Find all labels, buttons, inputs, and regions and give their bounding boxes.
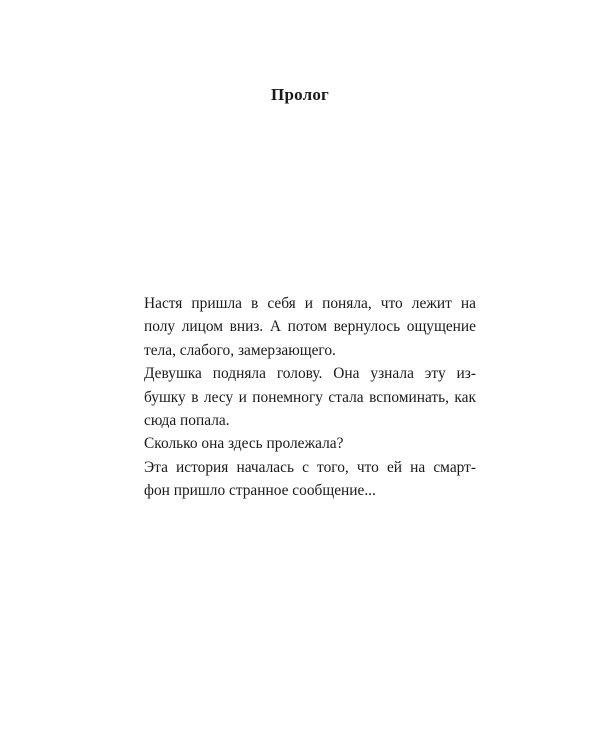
paragraph-4 xyxy=(124,456,476,503)
text-line: бушку в лесу и понемногу стала вспоминать, как xyxy=(144,388,476,406)
text-line: Настя пришла в себя и поняла, что лежит на xyxy=(144,295,476,312)
paragraph-2 xyxy=(124,362,476,432)
text-line: Сколько она здесь пролежала? xyxy=(144,435,344,453)
text-line: тела, слабого, замерзающего. xyxy=(144,341,336,359)
text-line: Девушка подняла голову. Она узнала эту из- xyxy=(144,365,476,383)
text-line: сюда попала. xyxy=(144,412,230,430)
paragraph-3 xyxy=(124,432,476,455)
text-line: фон пришло странное сообщение... xyxy=(144,482,376,500)
chapter-body xyxy=(124,292,476,503)
text-line: Эта история началась с того, что ей на смарт- xyxy=(144,458,476,476)
chapter-title: Пролог xyxy=(271,85,329,104)
text-line: полу лицом вниз. А потом вернулось ощущение xyxy=(144,318,476,336)
paragraph-1 xyxy=(124,292,476,362)
